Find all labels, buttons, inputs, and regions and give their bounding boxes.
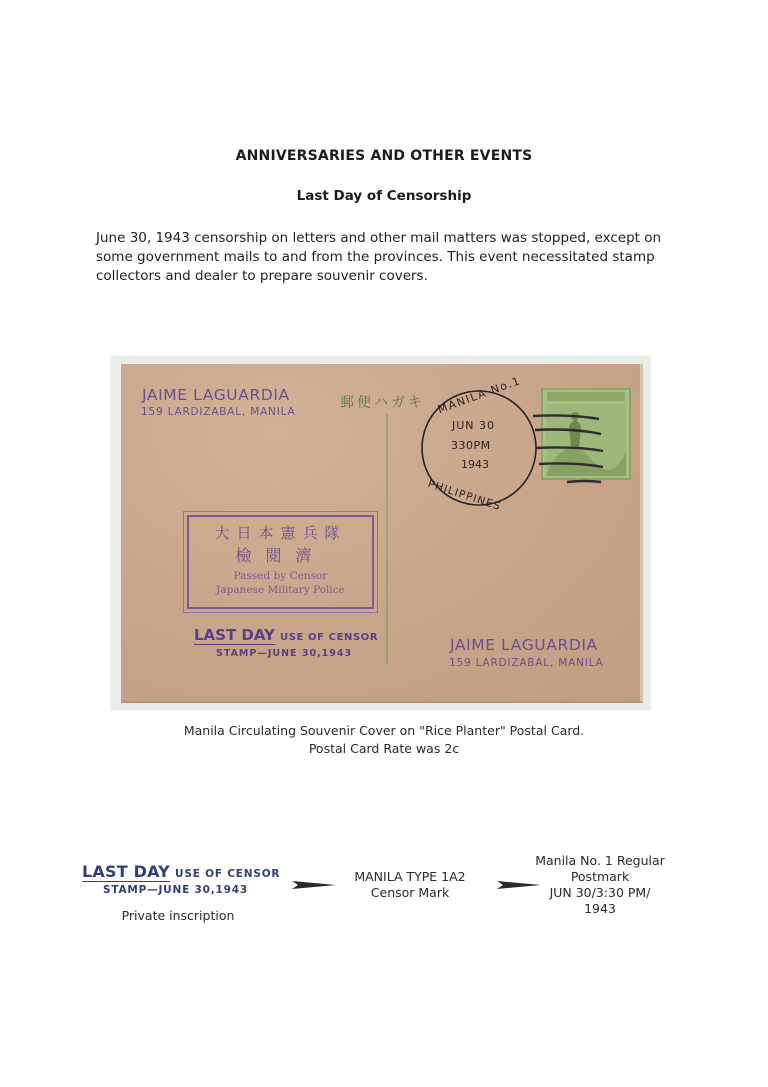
postmark-label-line-1: Manila No. 1 Regular (535, 853, 665, 868)
postmark (420, 374, 540, 516)
postmark-label-line-2: Postmark (570, 869, 630, 884)
page-subheading: Last Day of Censorship (296, 188, 472, 204)
legend-inscription-small: USE OF CENSOR (175, 868, 281, 880)
censor-english-line-2: Japanese Military Police (216, 584, 345, 596)
censor-japanese-line-1: 大日本憲兵隊 (214, 524, 347, 542)
legend-inscription-big: LAST DAY (82, 862, 170, 881)
postmark-label-line-3: JUN 30/3:30 PM/ (549, 885, 651, 900)
legend-inscription-line-1 (82, 862, 280, 881)
postmark-ring-top: MANILA No.1 (436, 374, 523, 417)
addressee-address: 159 LARDIZABAL, MANILA (449, 657, 604, 669)
card-inscription-line-2: STAMP—JUNE 30,1943 (216, 648, 353, 659)
postmark-label-line-4: 1943 (584, 901, 616, 916)
card-inscription-big: LAST DAY (194, 626, 275, 644)
card-japanese-title: 郵便ハガキ (340, 395, 425, 411)
postmark-time: 330PM (451, 439, 491, 452)
postmark-label (530, 853, 670, 917)
caption-line-1: Manila Circulating Souvenir Cover on "Rice Planter" Postal Card. (183, 723, 585, 738)
postal-card (121, 364, 643, 703)
card-inscription-small: USE OF CENSOR (280, 632, 379, 643)
censor-english-line-1: Passed by Censor (233, 570, 328, 582)
intro-paragraph: June 30, 1943 censorship on letters and other mail matters was stopped, except on some government mails to and from the provinces. This event necessitated stamp collectors and dealer to prepare souvenir covers. (96, 230, 662, 284)
censor-type-line-1: MANILA TYPE 1A2 (354, 869, 466, 884)
page-heading: ANNIVERSARIES AND OTHER EVENTS (235, 148, 533, 164)
censor-type-label (340, 869, 480, 901)
sender-address: 159 LARDIZABAL, MANILA (141, 406, 296, 418)
arrow-right-icon (292, 878, 336, 892)
postmark-year: 1943 (461, 458, 489, 471)
postmark-date: JUN 30 (452, 419, 496, 432)
card-inscription-line-1 (194, 625, 378, 644)
private-inscription-label: Private inscription (121, 908, 235, 923)
censor-mark-box (187, 515, 374, 609)
postmark-ring-bottom: PHILIPPINES (426, 478, 503, 514)
addressee-name: JAIME LAGUARDIA (450, 636, 598, 654)
sender-name: JAIME LAGUARDIA (142, 386, 290, 404)
censor-japanese-line-2: 檢閲濟 (235, 546, 326, 565)
caption-line-2: Postal Card Rate was 2c (308, 741, 460, 756)
censor-type-line-2: Censor Mark (370, 885, 450, 900)
legend-inscription-line-2: STAMP—JUNE 30,1943 (103, 884, 248, 896)
